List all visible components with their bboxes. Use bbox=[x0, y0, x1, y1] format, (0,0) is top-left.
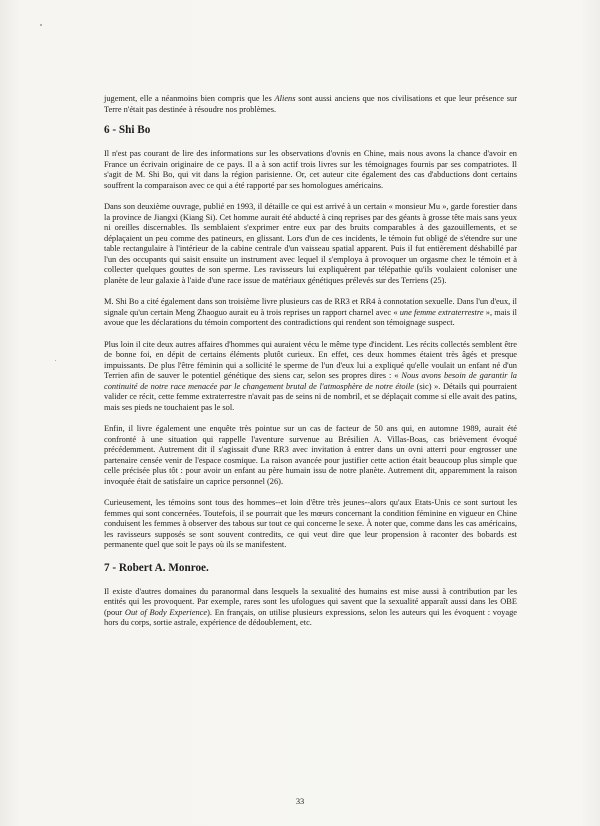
italic-quote: une femme extraterrestre bbox=[399, 307, 484, 317]
section-7-heading: 7 - Robert A. Monroe. bbox=[104, 561, 209, 574]
scan-speck bbox=[55, 360, 56, 361]
scan-speck bbox=[40, 24, 42, 26]
italic-quote: Nous avons besoin de garantir la continuité de notre race menacée par le changement brutal de l'atmosphère de notre étoile bbox=[104, 371, 517, 391]
paragraph: Il n'est pas courant de lire des informations sur les observations d'ovnis en Chine, mais nous avons la chance d'avoir en France un écrivain originaire de ce pays. Il a à son actif trois livres sur les témoignages fournis par ses compatriotes. Il s'agit de M. Shi Bo, qui vit dans la région parisienne. Or, cet auteur cite également des cas d'abductions dont certains souffrent la comparaison avec ce qui a été rapporté par ses homologues américains. bbox=[104, 149, 517, 190]
paragraph: Enfin, il livre également une enquête très pointue sur un cas de facteur de 50 ans qui, en automne 1989, aurait été confronté à une situation qui rappelle l'aventure survenue au Brésilien A. Villas-Boas, cas brièvement évoqué précédemment. Autrement dit il s'agissait d'une RR3 avec invitation à entrer dans un ovni atterri pour engrosser une partenaire censée venir de l'espace cosmique. La raison avancée pour justifier cette action était beaucoup plus simple que celle précisée plus tôt : pour avoir un enfant au père humain issu de notre planète. Autrement dit, apparemment la raison invoquée était de satisfaire un caprice personnel (26). bbox=[104, 424, 517, 486]
intro-paragraph: jugement, elle a néanmoins bien compris que les Aliens sont aussi anciens que nos civilisations et que leur présence sur Terre n'était pas destinée à résoudre nos problèmes. bbox=[104, 94, 517, 114]
italic-term: Aliens bbox=[274, 94, 296, 103]
paragraph: Dans son deuxième ouvrage, publié en 1993, il détaille ce qui est arrivé à un certain « monsieur Mu », garde forestier dans la province de Jiangxi (Kiang Si). Cet homme aurait été abducté à cinq reprises par des géants à grosse tête mais sans yeux ni oreilles discernables. Ils semblaient s'exprimer entre eux par des bruits comparables à des gazouillements, et se déplaçaient un peu comme des patineurs, en glissant. Lors d'un de ces incidents, le témoin fut obligé de s'étendre sur une table rectangulaire à l'intérieur de la cabine centrale d'un vaisseau spatial apparent. Puis il fut entièrement déshabillé par l'un des occupants qui saisit ensuite un instrument avec lequel il s'employa à provoquer un orgasme chez le témoin et à collecter quelques gouttes de son sperme. Les ravisseurs lui expliquèrent par télépathie qu'ils voulaient coloniser une planète de leur galaxie à l'aide d'une race issue de matériaux génétiques prélevés sur des Terriens (25). bbox=[104, 202, 517, 285]
page-number: 33 bbox=[295, 797, 305, 806]
italic-term: Out of Body Experience bbox=[124, 607, 208, 617]
paragraph: Curieusement, les témoins sont tous des hommes--et loin d'être très jeunes--alors qu'aux Etats-Unis ce sont surtout les femmes qui sont concernées. Toutefois, il se pourrait que les mœurs concernant la condition féminine en vigueur en Chine conduisent les femmes à observer des tabous sur tout ce qui concerne le sexe. À noter que, comme dans les cas américains, les ravisseurs supposés se sont souvent contredits, ce qui veut dire que leur propension à raconter des bobards est permanente quel que soit le pays où ils se manifestent. bbox=[104, 498, 517, 549]
page-content bbox=[104, 94, 517, 640]
paragraph: M. Shi Bo a cité également dans son troisième livre plusieurs cas de RR3 et RR4 à connotation sexuelle. Dans l'un d'eux, il signale qu'un certain Meng Zhaoguo aurait eu à trois reprises un rapport charnel avec « une femme extraterrestre », mais il avoue que les déclarations du témoin comportent des contradictions qui rendent son témoignage suspect. bbox=[104, 297, 517, 327]
paragraph: Plus loin il cite deux autres affaires d'hommes qui auraient vécu le même type d'incident. Les récits collectés semblent être de bonne foi, en dépit de certains éléments plutôt curieux. En effet, ces deux hommes étaient très âgés et presque impuissants. De plus l'être féminin qui a sollicité le sperme de l'un d'eux lui a expliqué qu'elle voulait un enfant né d'un Terrien afin de sauver le potentiel génétique des siens car, selon ses propres dires : « Nous avons besoin de garantir la continuité de notre race menacée par le changement brutal de l'atmosphère de notre étoile (sic) ». Détails qui pourraient valider ce récit, cette femme extraterrestre n'avait pas de seins ni de nombril, et se déplaçait comme si elle avait des patins, mais ses pieds ne touchaient pas le sol. bbox=[104, 339, 517, 412]
section-6-heading: 6 - Shi Bo bbox=[104, 124, 151, 136]
paragraph: Il existe d'autres domaines du paranormal dans lesquels la sexualité des humains est mise aussi à contribution par les entités qui les provoquent. Par exemple, rares sont les ufologues qui savent que la sexualité apparaît aussi dans les OBE (pour Out of Body Experience). En français, on utilise plusieurs expressions, selon les auteurs qui les évoquent : voyage hors du corps, sortie astrale, expérience de dédoublement, etc. bbox=[104, 586, 517, 627]
